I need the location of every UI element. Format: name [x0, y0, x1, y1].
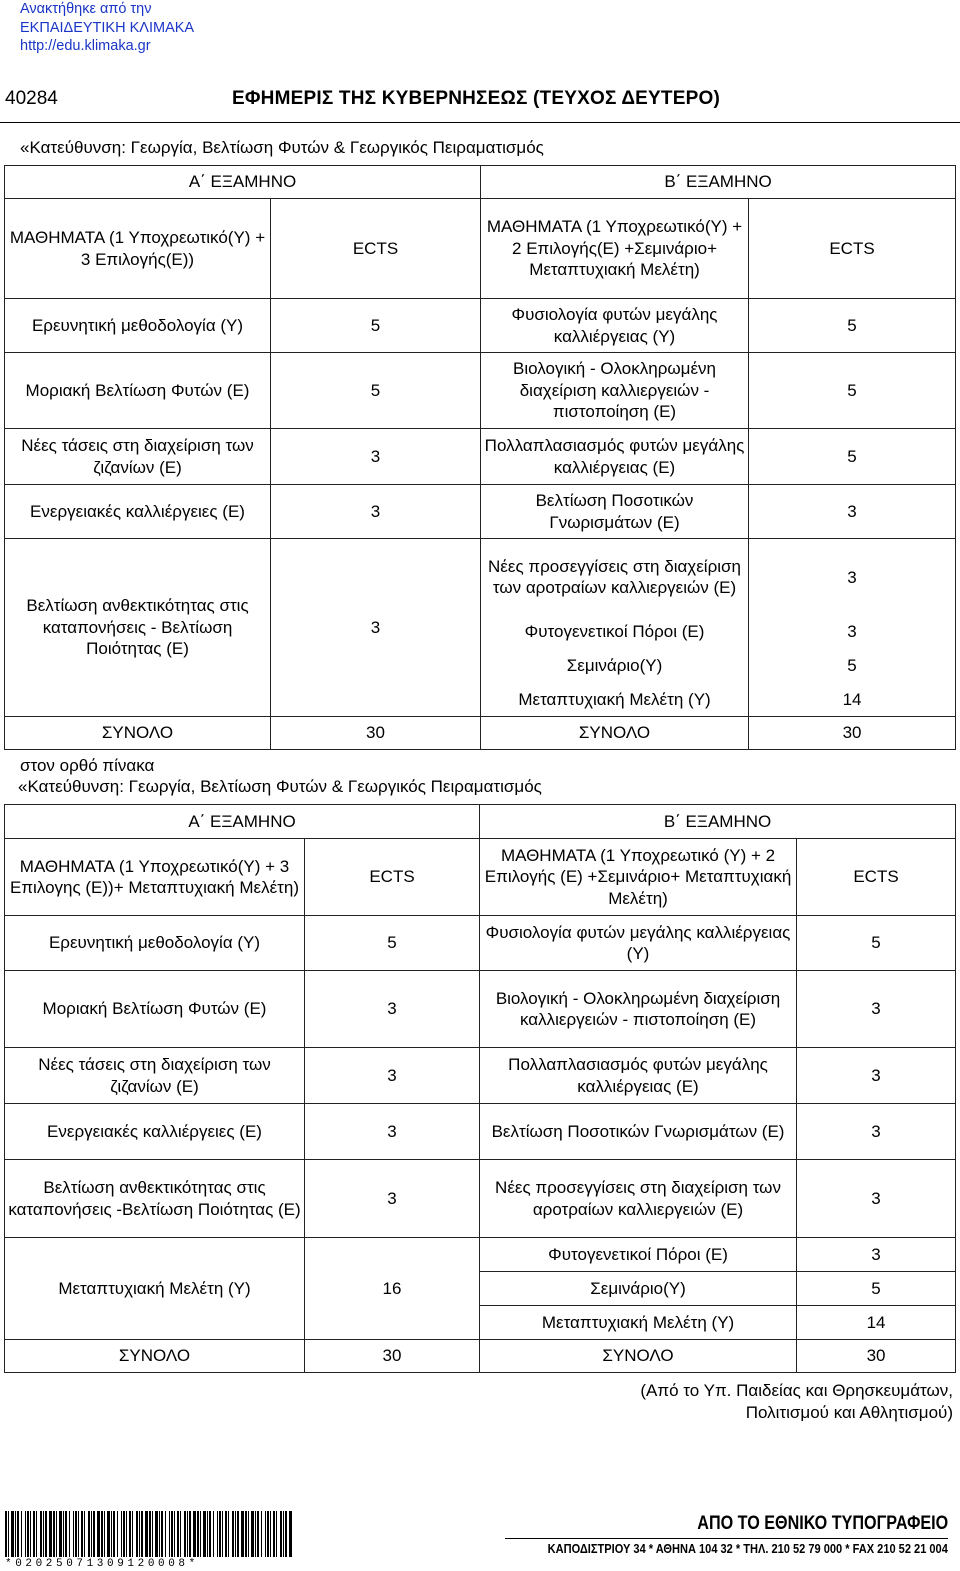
watermark-url[interactable]: http://edu.klimaka.gr [20, 38, 151, 54]
course-cell: Ενεργειακές καλλιέργειες (Ε) [5, 485, 271, 539]
semester-a-header: Α΄ ΕΞΑΜΗΝΟ [5, 166, 481, 199]
table-row [5, 353, 956, 429]
barcode-bar [129, 1511, 131, 1557]
source-line-2: Πολιτισμού και Αθλητισμού) [745, 1403, 953, 1422]
barcode-bar [217, 1511, 218, 1557]
press-address: ΚΑΠΟΔΙΣΤΡΙΟΥ 34 * ΑΘΗΝΑ 104 32 * ΤΗΛ. 210 52 79 000 * FAX 210 52 21 004 [547, 1541, 948, 1556]
barcode-bar [270, 1511, 271, 1557]
ects-cell: 3 [271, 485, 481, 539]
course-cell: Σεμινάριο(Υ) [480, 1272, 797, 1306]
barcode-bar [40, 1511, 42, 1557]
table-row [5, 971, 956, 1048]
barcode-bar [5, 1511, 7, 1557]
barcode-bar [81, 1511, 83, 1557]
barcode-bar [91, 1511, 92, 1557]
page-header [0, 88, 960, 112]
barcode-bar [43, 1511, 44, 1557]
ects-cell: 5 [797, 916, 956, 971]
course-cell: Φυσιολογία φυτών μεγάλης καλλιέργειας (Υ) [480, 916, 797, 971]
barcode-bar [180, 1511, 181, 1557]
barcode-bar [17, 1511, 19, 1557]
barcode-bar [132, 1511, 133, 1557]
barcode-bar [65, 1511, 67, 1557]
ects-cell: 3 [305, 1048, 480, 1104]
barcode-bar [152, 1511, 153, 1557]
barcode-bar [285, 1511, 287, 1557]
ects-cell: 3 [271, 539, 481, 717]
barcode-bar [200, 1511, 201, 1557]
table2 [4, 804, 956, 1373]
ects-a-header: ECTS [271, 199, 481, 299]
ects-cell: 3 [797, 1238, 956, 1272]
ects-cell: 3 [797, 1160, 956, 1238]
barcode-bar [88, 1511, 90, 1557]
table1 [4, 165, 956, 750]
table-row [5, 916, 956, 971]
course-cell: Ερευνητική μεθοδολογία (Υ) [5, 916, 305, 971]
barcode-bar [30, 1511, 31, 1557]
barcode-bar [193, 1511, 196, 1557]
barcode-bar [289, 1511, 292, 1557]
course-cell: Νέες τάσεις στη διαχείριση των ζιζανίων (Ε) [5, 1048, 305, 1104]
barcode-bar [117, 1511, 118, 1557]
barcode-bar [139, 1511, 140, 1557]
barcode-bar [53, 1511, 55, 1557]
ects-cell: 14 [797, 1306, 956, 1340]
course-cell: Μεταπτυχιακή Μελέτη (Υ) [481, 683, 749, 717]
barcode-bar [248, 1511, 249, 1557]
courses-b-header: ΜΑΘΗΜΑΤΑ (1 Υποχρεωτικό (Υ) + 2 Επιλογής (Ε) +Σεμινάριο+ Μεταπτυχιακή Μελέτη) [480, 839, 797, 916]
total-value: 30 [305, 1340, 480, 1373]
barcode-bar [69, 1511, 70, 1557]
table-row [5, 839, 956, 916]
course-cell: Φυτογενετικοί Πόροι (Ε) [481, 616, 749, 649]
course-cell: Νέες τάσεις στη διαχείριση των ζιζανίων (Ε) [5, 429, 271, 485]
barcode-bar [257, 1511, 259, 1557]
table-row [5, 805, 956, 839]
table-row [5, 429, 956, 485]
total-label: ΣΥΝΟΛΟ [5, 717, 271, 750]
barcode-bar [75, 1511, 77, 1557]
barcode-bar [25, 1511, 26, 1557]
barcode-bar [255, 1511, 256, 1557]
table-row [5, 1104, 956, 1160]
page-number: 40284 [5, 88, 58, 109]
course-cell: Βιολογική - Ολοκληρωμένη διαχείριση καλλιεργειών - πιστοποίηση (Ε) [481, 353, 749, 429]
course-cell: Βελτίωση Ποσοτικών Γνωρισμάτων (Ε) [481, 485, 749, 539]
table-row [5, 539, 956, 616]
ects-cell: 3 [797, 1104, 956, 1160]
ects-cell: 3 [305, 1104, 480, 1160]
table-row [5, 485, 956, 539]
course-cell: Ενεργειακές καλλιέργειες (Ε) [5, 1104, 305, 1160]
barcode-bar [265, 1511, 266, 1557]
barcode-bar [8, 1511, 9, 1557]
barcode-bar [219, 1511, 221, 1557]
journal-title: ΕΦΗΜΕΡΙΣ ΤΗΣ ΚΥΒΕΡΝΗΣΕΩΣ (ΤΕΥΧΟΣ ΔΕΥΤΕΡΟ) [232, 88, 720, 109]
barcode-bar [155, 1511, 158, 1557]
barcode-bar [189, 1511, 191, 1557]
semester-b-header: Β΄ ΕΞΑΜΗΝΟ [480, 805, 956, 839]
ects-a-header: ECTS [305, 839, 480, 916]
barcode-bar [207, 1511, 208, 1557]
ects-cell: 3 [797, 971, 956, 1048]
course-cell: Βελτίωση ανθεκτικότητας στις καταπονήσεις - Βελτίωση Ποιότητας (Ε) [5, 539, 271, 717]
footer [0, 1508, 960, 1571]
ects-cell: 3 [305, 1160, 480, 1238]
table-row [5, 1340, 956, 1373]
barcode-bar [276, 1511, 277, 1557]
barcode-bar [267, 1511, 269, 1557]
barcode-bar [59, 1511, 62, 1557]
ects-cell: 16 [305, 1238, 480, 1340]
barcode-bar [123, 1511, 125, 1557]
table-row [5, 1048, 956, 1104]
barcode-bar [36, 1511, 37, 1557]
barcode-bar [121, 1511, 122, 1557]
barcode-bar [45, 1511, 47, 1557]
watermark-line-1: Ανακτήθηκε από την [20, 1, 152, 17]
table1-caption: «Κατεύθυνση: Γεωργία, Βελτίωση Φυτών & Γεωργικός Πειραματισμός [20, 138, 544, 157]
press-divider [505, 1538, 948, 1539]
ects-cell: 3 [305, 971, 480, 1048]
courses-a-header: ΜΑΘΗΜΑΤΑ (1 Υποχρεωτικό(Υ) + 3 Επιλογής(Ε)) [5, 199, 271, 299]
barcode-bar [11, 1511, 14, 1557]
ects-cell: 14 [749, 683, 956, 717]
courses-a-header: ΜΑΘΗΜΑΤΑ (1 Υποχρεωτικό(Υ) + 3 Επιλογης (Ε))+ Μεταπτυχιακή Μελέτη) [5, 839, 305, 916]
course-cell: Πολλαπλασιασμός φυτών μεγάλης καλλιέργειας (Ε) [481, 429, 749, 485]
barcode-bar [225, 1511, 227, 1557]
barcode-bar [245, 1511, 247, 1557]
course-cell: Μοριακή Βελτίωση Φυτών (Ε) [5, 971, 305, 1048]
course-cell: Μεταπτυχιακή Μελέτη (Υ) [5, 1238, 305, 1340]
barcode-bar [141, 1511, 143, 1557]
watermark-line-2: ΕΚΠΑΙΔΕΥΤΙΚΗ ΚΛΙΜΑΚΑ [20, 19, 195, 36]
barcode-bar [203, 1511, 206, 1557]
ects-cell: 3 [749, 485, 956, 539]
semester-a-header: Α΄ ΕΞΑΜΗΝΟ [5, 805, 480, 839]
barcode-bar [84, 1511, 85, 1557]
course-cell: Βελτίωση Ποσοτικών Γνωρισμάτων (Ε) [480, 1104, 797, 1160]
barcode-bar [235, 1511, 236, 1557]
total-value: 30 [749, 717, 956, 750]
table-row [5, 199, 956, 299]
course-cell: Ερευνητική μεθοδολογία (Υ) [5, 299, 271, 353]
barcode-number: *02025071309120008* [5, 1558, 199, 1570]
barcode-bar [107, 1511, 110, 1557]
ects-cell: 5 [271, 299, 481, 353]
ects-cell: 3 [797, 1048, 956, 1104]
total-value: 30 [271, 717, 481, 750]
barcode-bar [21, 1511, 22, 1557]
ects-b-header: ECTS [797, 839, 956, 916]
ects-cell: 5 [305, 916, 480, 971]
barcode-bar [27, 1511, 29, 1557]
barcode-bar [126, 1511, 127, 1557]
total-label: ΣΥΝΟΛΟ [480, 1340, 797, 1373]
ects-cell: 3 [749, 539, 956, 616]
course-cell: Σεμινάριο(Υ) [481, 649, 749, 683]
ects-cell: 5 [797, 1272, 956, 1306]
barcode-bar [209, 1511, 211, 1557]
barcode-bar [159, 1511, 160, 1557]
barcode-bar [78, 1511, 79, 1557]
course-cell: Βελτίωση ανθεκτικότητας στις καταπονήσεις -Βελτίωση Ποιότητας (Ε) [5, 1160, 305, 1238]
table-row [5, 299, 956, 353]
course-cell: Βιολογική - Ολοκληρωμένη διαχείριση καλλιεργειών - πιστοποίηση (Ε) [480, 971, 797, 1048]
header-divider [0, 122, 960, 123]
ects-cell: 5 [749, 649, 956, 683]
table-row [5, 717, 956, 750]
barcode-bar [232, 1511, 234, 1557]
barcode-bar [149, 1511, 151, 1557]
barcode-bar [261, 1511, 262, 1557]
source-line-1: (Από το Υπ. Παιδείας και Θρησκευμάτων, [640, 1381, 953, 1400]
barcode-bar [222, 1511, 223, 1557]
barcode-bar [101, 1511, 103, 1557]
barcode-bar [228, 1511, 229, 1557]
table-row [5, 1160, 956, 1238]
barcode-bar [197, 1511, 199, 1557]
course-cell: Πολλαπλασιασμός φυτών μεγάλης καλλιέργειας (Ε) [480, 1048, 797, 1104]
course-cell: Φυτογενετικοί Πόροι (Ε) [480, 1238, 797, 1272]
barcode-bar [174, 1511, 175, 1557]
table2-caption: «Κατεύθυνση: Γεωργία, Βελτίωση Φυτών & Γεωργικός Πειραματισμός [18, 777, 542, 796]
barcode-bar [73, 1511, 74, 1557]
barcode-bar [187, 1511, 188, 1557]
barcode-bar [33, 1511, 35, 1557]
barcode-bar [111, 1511, 112, 1557]
barcode-bar [63, 1511, 64, 1557]
barcode-bar [237, 1511, 239, 1557]
total-label: ΣΥΝΟΛΟ [5, 1340, 305, 1373]
course-cell: Μοριακή Βελτίωση Φυτών (Ε) [5, 353, 271, 429]
barcode-bar [56, 1511, 57, 1557]
courses-b-header: ΜΑΘΗΜΑΤΑ (1 Υποχρεωτικό(Υ) + 2 Επιλογής(Ε) +Σεμινάριο+ Μεταπτυχιακή Μελέτη) [481, 199, 749, 299]
press-name: ΑΠΟ ΤΟ ΕΘΝΙΚΟ ΤΥΠΟΓΡΑΦΕΙΟ [697, 1513, 948, 1534]
barcode-bar [169, 1511, 170, 1557]
barcode-bar [97, 1511, 100, 1557]
barcode-bar [283, 1511, 284, 1557]
ects-cell: 5 [271, 353, 481, 429]
ects-cell: 5 [749, 353, 956, 429]
course-cell: Νέες προσεγγίσεις στη διαχείριση των αροτραίων καλλιεργειών (Ε) [481, 539, 749, 616]
barcode-bar [184, 1511, 186, 1557]
barcode-bar [241, 1511, 244, 1557]
course-cell: Φυσιολογία φυτών μεγάλης καλλιέργειας (Υ) [481, 299, 749, 353]
barcode-bar [280, 1511, 282, 1557]
total-label: ΣΥΝΟΛΟ [481, 717, 749, 750]
semester-b-header: Β΄ ΕΞΑΜΗΝΟ [481, 166, 956, 199]
source-watermark [20, 0, 194, 56]
barcode-graphic [5, 1511, 293, 1557]
ects-cell: 5 [749, 299, 956, 353]
source-attribution [640, 1380, 953, 1424]
ects-cell: 3 [749, 616, 956, 649]
barcode-bar [49, 1511, 52, 1557]
barcode-bar [104, 1511, 105, 1557]
total-value: 30 [797, 1340, 956, 1373]
barcode-bar [273, 1511, 275, 1557]
ects-cell: 3 [271, 429, 481, 485]
course-cell: Νέες προσεγγίσεις στη διαχείριση των αροτραίων καλλιεργειών (Ε) [480, 1160, 797, 1238]
barcode-bar [93, 1511, 95, 1557]
barcode-bar [177, 1511, 179, 1557]
barcode-bar [15, 1511, 16, 1557]
ects-cell: 5 [749, 429, 956, 485]
ects-b-header: ECTS [749, 199, 956, 299]
barcode-bar [145, 1511, 148, 1557]
barcode-bar [251, 1511, 254, 1557]
table-row [5, 166, 956, 199]
course-cell: Μεταπτυχιακή Μελέτη (Υ) [480, 1306, 797, 1340]
barcode-bar [136, 1511, 138, 1557]
barcode-bar [113, 1511, 115, 1557]
barcode-bar [171, 1511, 173, 1557]
correction-text: στον ορθό πίνακα [20, 756, 155, 775]
barcode-bar [213, 1511, 214, 1557]
table-row [5, 1238, 956, 1272]
barcode-bar [161, 1511, 163, 1557]
barcode-bar [165, 1511, 166, 1557]
